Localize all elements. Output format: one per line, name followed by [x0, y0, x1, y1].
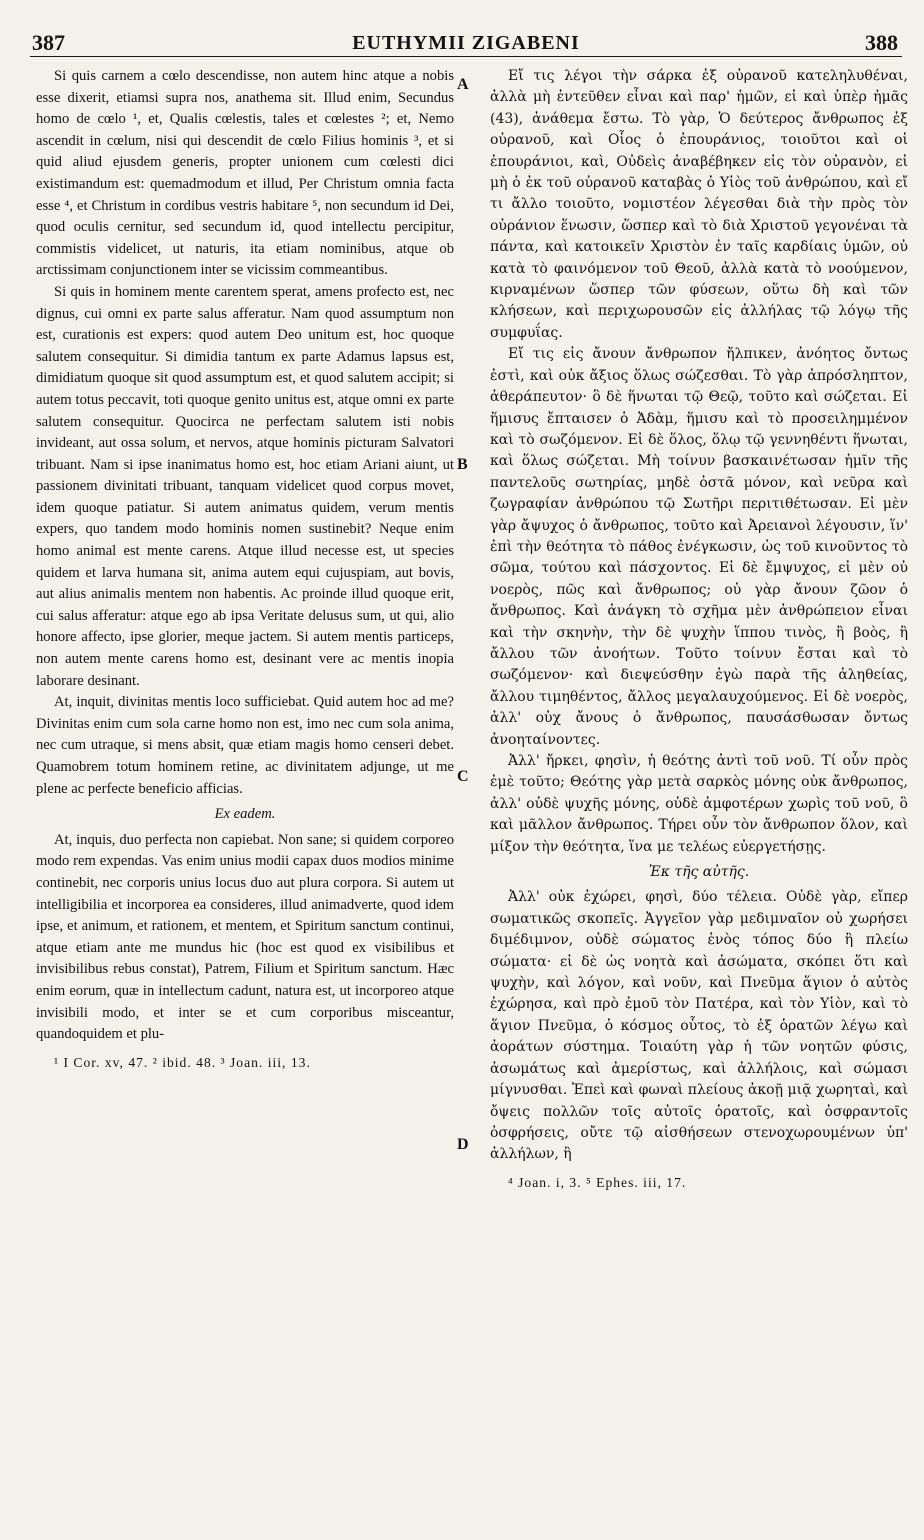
- margin-markers: [455, 0, 487, 1540]
- latin-paragraph: Si quis in hominem mente carentem sperat, amens profecto est, nec dignus, cui omni ex parte salus afferatur. Nam quod assumptum non est, curationis est expers: quod autem Deo unitum est, hoc quoque salutem consequitur. Si dimidia tantum ex parte Adamus lapsus est, dimidiatum quoque sit quod assumptum est, et quod salutem accipit; si autem totus peccavit, toti quoque genito unitus est, atque omni ex parte salutem consequitur. Quocirca ne perfectam salutem isti nobis invideant, aut ossa solum, et nervos, atque hominis picturam Salvatori tribuant. Nam si ipse inanimatus homo est, hoc etiam Ariani aiunt, ut passionem divinitati tribuant, tanquam videlicet quod corpus movet, idem quoque patiatur. Si autem animatus quidem, verum mentis expers, quo tandem modo hominis nomen sustinebit? Neque enim homo animal est mente carens. Atque illud necesse est, ut species quidem et larva humana sit, anima autem equi cujuspiam, aut bovis, aut alius animalis mentem non habentis. Ac proinde illud quoque erit, cui salus afferatur: atque ego ab ipsa Veritate delusus sum, ut qui, alio honore affecto, ipse glorier, meque jactem. Si autem mentis particeps, non autem mente carens homo est, desinant vere ac mentis inopia laborare desinant.: [36, 283, 454, 689]
- greek-paragraph: Εἴ τις λέγοι τὴν σάρκα ἐξ οὐρανοῦ κατεληλυθέναι, ἀλλὰ μὴ ἐντεῦθεν εἶναι καὶ παρ' ἡμῶν, εἰ καὶ ὑπὲρ ἡμᾶς (43), ἀνάθεμα ἔστω. Τὸ γὰρ, Ὁ δεύτερος ἄνθρωπος ἐξ οὐρανοῦ, καὶ Οἷος ὁ ἐπουράνιος, τοιοῦτοι καὶ οἱ ἐπουράνιοι, καὶ, Οὐδεὶς ἀναβέβηκεν εἰς τὸν οὐρανὸν, εἰ μὴ ὁ ἐκ τοῦ οὐρανοῦ καταβὰς ὁ Υἱὸς τοῦ ἀνθρώπου, καὶ εἴ τι ἄλλο τοιοῦτο, νομιστέον λέγεσθαι διὰ τὴν πρὸς τὸν οὐράνιον ἕνωσιν, ὥσπερ καὶ τὸ διὰ Χριστοῦ γεγονέναι τὰ πάντα, καὶ κατοικεῖν Χριστὸν ἐν ταῖς καρδίαις ὑμῶν, οὐ κατὰ τὸ φαινόμενον τοῦ Θεοῦ, ἀλλὰ κατὰ τὸ νοούμενον, κιρναμένων ὥσπερ τῶν φύσεων, οὕτω δὴ καὶ τῶν κλήσεων, καὶ περιχωρουσῶν εἰς ἀλλήλας τῷ λόγῳ τῆς συμφυΐας.: [490, 68, 908, 341]
- margin-marker-c: C: [457, 768, 469, 785]
- greek-section-heading: Ἐκ τῆς αὐτῆς.: [648, 864, 750, 881]
- latin-column: [36, 66, 454, 1087]
- greek-paragraph: Εἴ τις εἰς ἄνουν ἄνθρωπον ἤλπικεν, ἀνόητος ὄντως ἐστὶ, καὶ οὐκ ἄξιος ὅλως σώζεσθαι. Τὸ γὰρ ἀπρόσληπτον, ἀθεράπευτον· ὃ δὲ ἥνωται τῷ Θεῷ, τοῦτο καὶ σώζεται. Εἰ ἥμισυς ἔπταισεν ὁ Ἀδὰμ, ἥμισυ καὶ τὸ προσειλημμένον καὶ τὸ σωζόμενον. Εἰ δὲ ὅλος, ὅλῳ τῷ γεννηθέντι ἥνωται, καὶ ὅλως σώζεται. Μὴ τοίνυν βασκαινέτωσαν ἡμῖν τῆς παντελοῦς σωτηρίας, μηδὲ ὀστᾶ μόνον, καὶ νεῦρα καὶ ζωγραφίαν ἀνθρώπου τῷ Σωτῆρι περιτιθέτωσαν. Εἰ μὲν γὰρ ἄψυχος ὁ ἄνθρωπος, τοῦτο καὶ Ἀρειανοὶ λέγουσιν, ἵν' ἐπὶ τὴν θεότητα τὸ πάθος ἐνέγκωσιν, ὡς τοῦ κινοῦντος τὸ σῶμα, τούτου καὶ πάσχοντος. Εἰ δὲ ἔμψυχος, εἰ μὲν οὐ νοερὸς, πῶς καὶ ἄνθρωπος; οὐ γὰρ ἄνουν ζῶον ὁ ἄνθρωπος. Καὶ ἀνάγκη τὸ σχῆμα μὲν ἀνθρώπειον εἶναι καὶ τὴν σκηνὴν, τὴν δὲ ψυχὴν ἵππου τινὸς, ἢ βοὸς, ἢ ἄλλου τῶν ἀνοήτων. Τοῦτο τοίνυν ἔσται καὶ τὸ σωζόμενον· καὶ διεψεύσθην ἐγὼ παρὰ τῆς ἀληθείας, ἄλλου τιμηθέντος, ἄλλος μεγαλαυχούμενος. Εἰ δὲ νοερὸς, ἀλλ' οὐχ ἄνους ὁ ἄνθρωπος, παυσάσθωσαν ὄντως ἀνοηταίνοντες.: [490, 346, 908, 748]
- greek-footnotes: ⁴ Joan. i, 3. ⁵ Ephes. iii, 17.: [508, 1174, 687, 1190]
- greek-column: [490, 66, 908, 1207]
- margin-marker-a: A: [457, 76, 469, 93]
- latin-footnotes: ¹ I Cor. xv, 47. ² ibid. 48. ³ Joan. iii, 13.: [54, 1054, 311, 1070]
- latin-paragraph: At, inquis, duo perfecta non capiebat. Non sane; si quidem corporeo modo rem expendas. Vas enim unius modii capax duos modios minime continebit, nec corporis unius locus duo aut plura corpora. Si autem ut intelligibilia et incorporea ea consideres, illud animadverte, quod idem ipse, et animum, et rationem, et mentem, et Spiritum sanctum continui, atque etiam ante me mundus hic (hoc est quod ex visibilibus et invisibilibus rebus constat), Patrem, Filium et Spiritum sanctum. Hæc enim eorum, quæ in intellectum cadunt, natura est, ut incorporeo atque invisibili modo, et inter se et cum corporibus misceantur, quandoquidem et plu-: [36, 831, 454, 1043]
- page-number-left: 387: [32, 30, 65, 55]
- page-number-right: 388: [865, 30, 898, 55]
- greek-paragraph: Ἀλλ' ἤρκει, φησὶν, ἡ θεότης ἀντὶ τοῦ νοῦ. Τί οὖν πρὸς ἐμὲ τοῦτο; Θεότης γὰρ μετὰ σαρκὸς μόνης οὐκ ἄνθρωπος, ἀλλ' οὐδὲ ψυχῆς μόνης, οὐδὲ ἀμφοτέρων χωρὶς τοῦ νοῦ, ὃ καὶ μᾶλλον ἄνθρωπος. Τήρει οὖν τὸν ἄνθρωπον ὅλον, καὶ μίξον τὴν θεότητα, ἵνα με τελέως εὐεργετήσῃς.: [490, 753, 908, 855]
- greek-paragraph: Ἀλλ' οὐκ ἐχώρει, φησὶ, δύο τέλεια. Οὐδὲ γὰρ, εἴπερ σωματικῶς σκοπεῖς. Ἀγγεῖον γὰρ μεδιμναῖον οὐ χωρήσει διμέδιμνον, οὐδὲ σώματος ἑνὸς τόπος δύο ἢ πλείω σώματα· εἰ δὲ ὡς νοητὰ καὶ ἀσώματα, σκόπει ὅτι καὶ ψυχὴν, καὶ λόγον, καὶ νοῦν, καὶ Πνεῦμα ἅγιον ὁ αὐτὸς ἐχώρησα, καὶ πρὸ ἐμοῦ τὸν Πατέρα, καὶ τὸν Υἱὸν, καὶ τὸ ἅγιον Πνεῦμα, ὁ κόσμος οὗτος, τὸ ἐξ ὁρατῶν λέγω καὶ ἀοράτων σύστημα. Τοιαύτη γὰρ ἡ τῶν νοητῶν φύσις, ἀσωμάτως καὶ ἀμερίστως, καὶ ἀλλήλοις, καὶ σώμασι μίγνυσθαι. Ἐπεὶ καὶ φωναὶ πλείους ἀκοῇ μιᾷ χωρηταὶ, καὶ ὄψεις πολλῶν τοῖς αὐτοῖς ὁρατοῖς, καὶ ὀσφραντοῖς ὀσφρήσεις, οὔτε τῷ αἰσθήσεων στενοχωρουμένων ὑπ' ἀλλήλων, ἢ: [490, 889, 908, 1163]
- margin-marker-b: B: [457, 456, 468, 473]
- latin-section-heading: Ex eadem.: [214, 806, 276, 823]
- latin-paragraph: At, inquit, divinitas mentis loco sufficiebat. Quid autem hoc ad me? Divinitas enim cum sola carne homo non est, imo nec cum sola anima, nec cum utraque, si mens absit, quæ etiam magis homo censeri debet. Quamobrem totum hominem retine, ac divinitatem adjunge, ut me plene ac perfecte beneficio afficias.: [36, 694, 454, 797]
- running-title: EUTHYMII ZIGABENI: [352, 32, 580, 54]
- latin-paragraph: Si quis carnem a cœlo descendisse, non autem hinc atque a nobis esse dixerit, etiamsi supra nos, anathema sit. Illud enim, Secundus homo de cœlo ¹, et, Qualis cœlestis, tales et cœlestes ²; et, Nemo ascendit in cœlum, nisi qui descendit de cœlo Filius hominis ³, et si quid aliud ejusdem generis, propter unionem cum cœlesti dici existimandum est: quemadmodum et illud, Per Christum omnia facta esse ⁴, et Christum in cordibus vestris habitare ⁵, non secundum id Dei, quod oculis cernitur, sed secundum id, quod intellectu percipitur, commistis videlicet, ut naturis, ita etiam nominibus, atque ob arctissimam conjunctionem inter se vicissim commeantibus.: [36, 68, 454, 279]
- margin-marker-d: D: [457, 1136, 469, 1153]
